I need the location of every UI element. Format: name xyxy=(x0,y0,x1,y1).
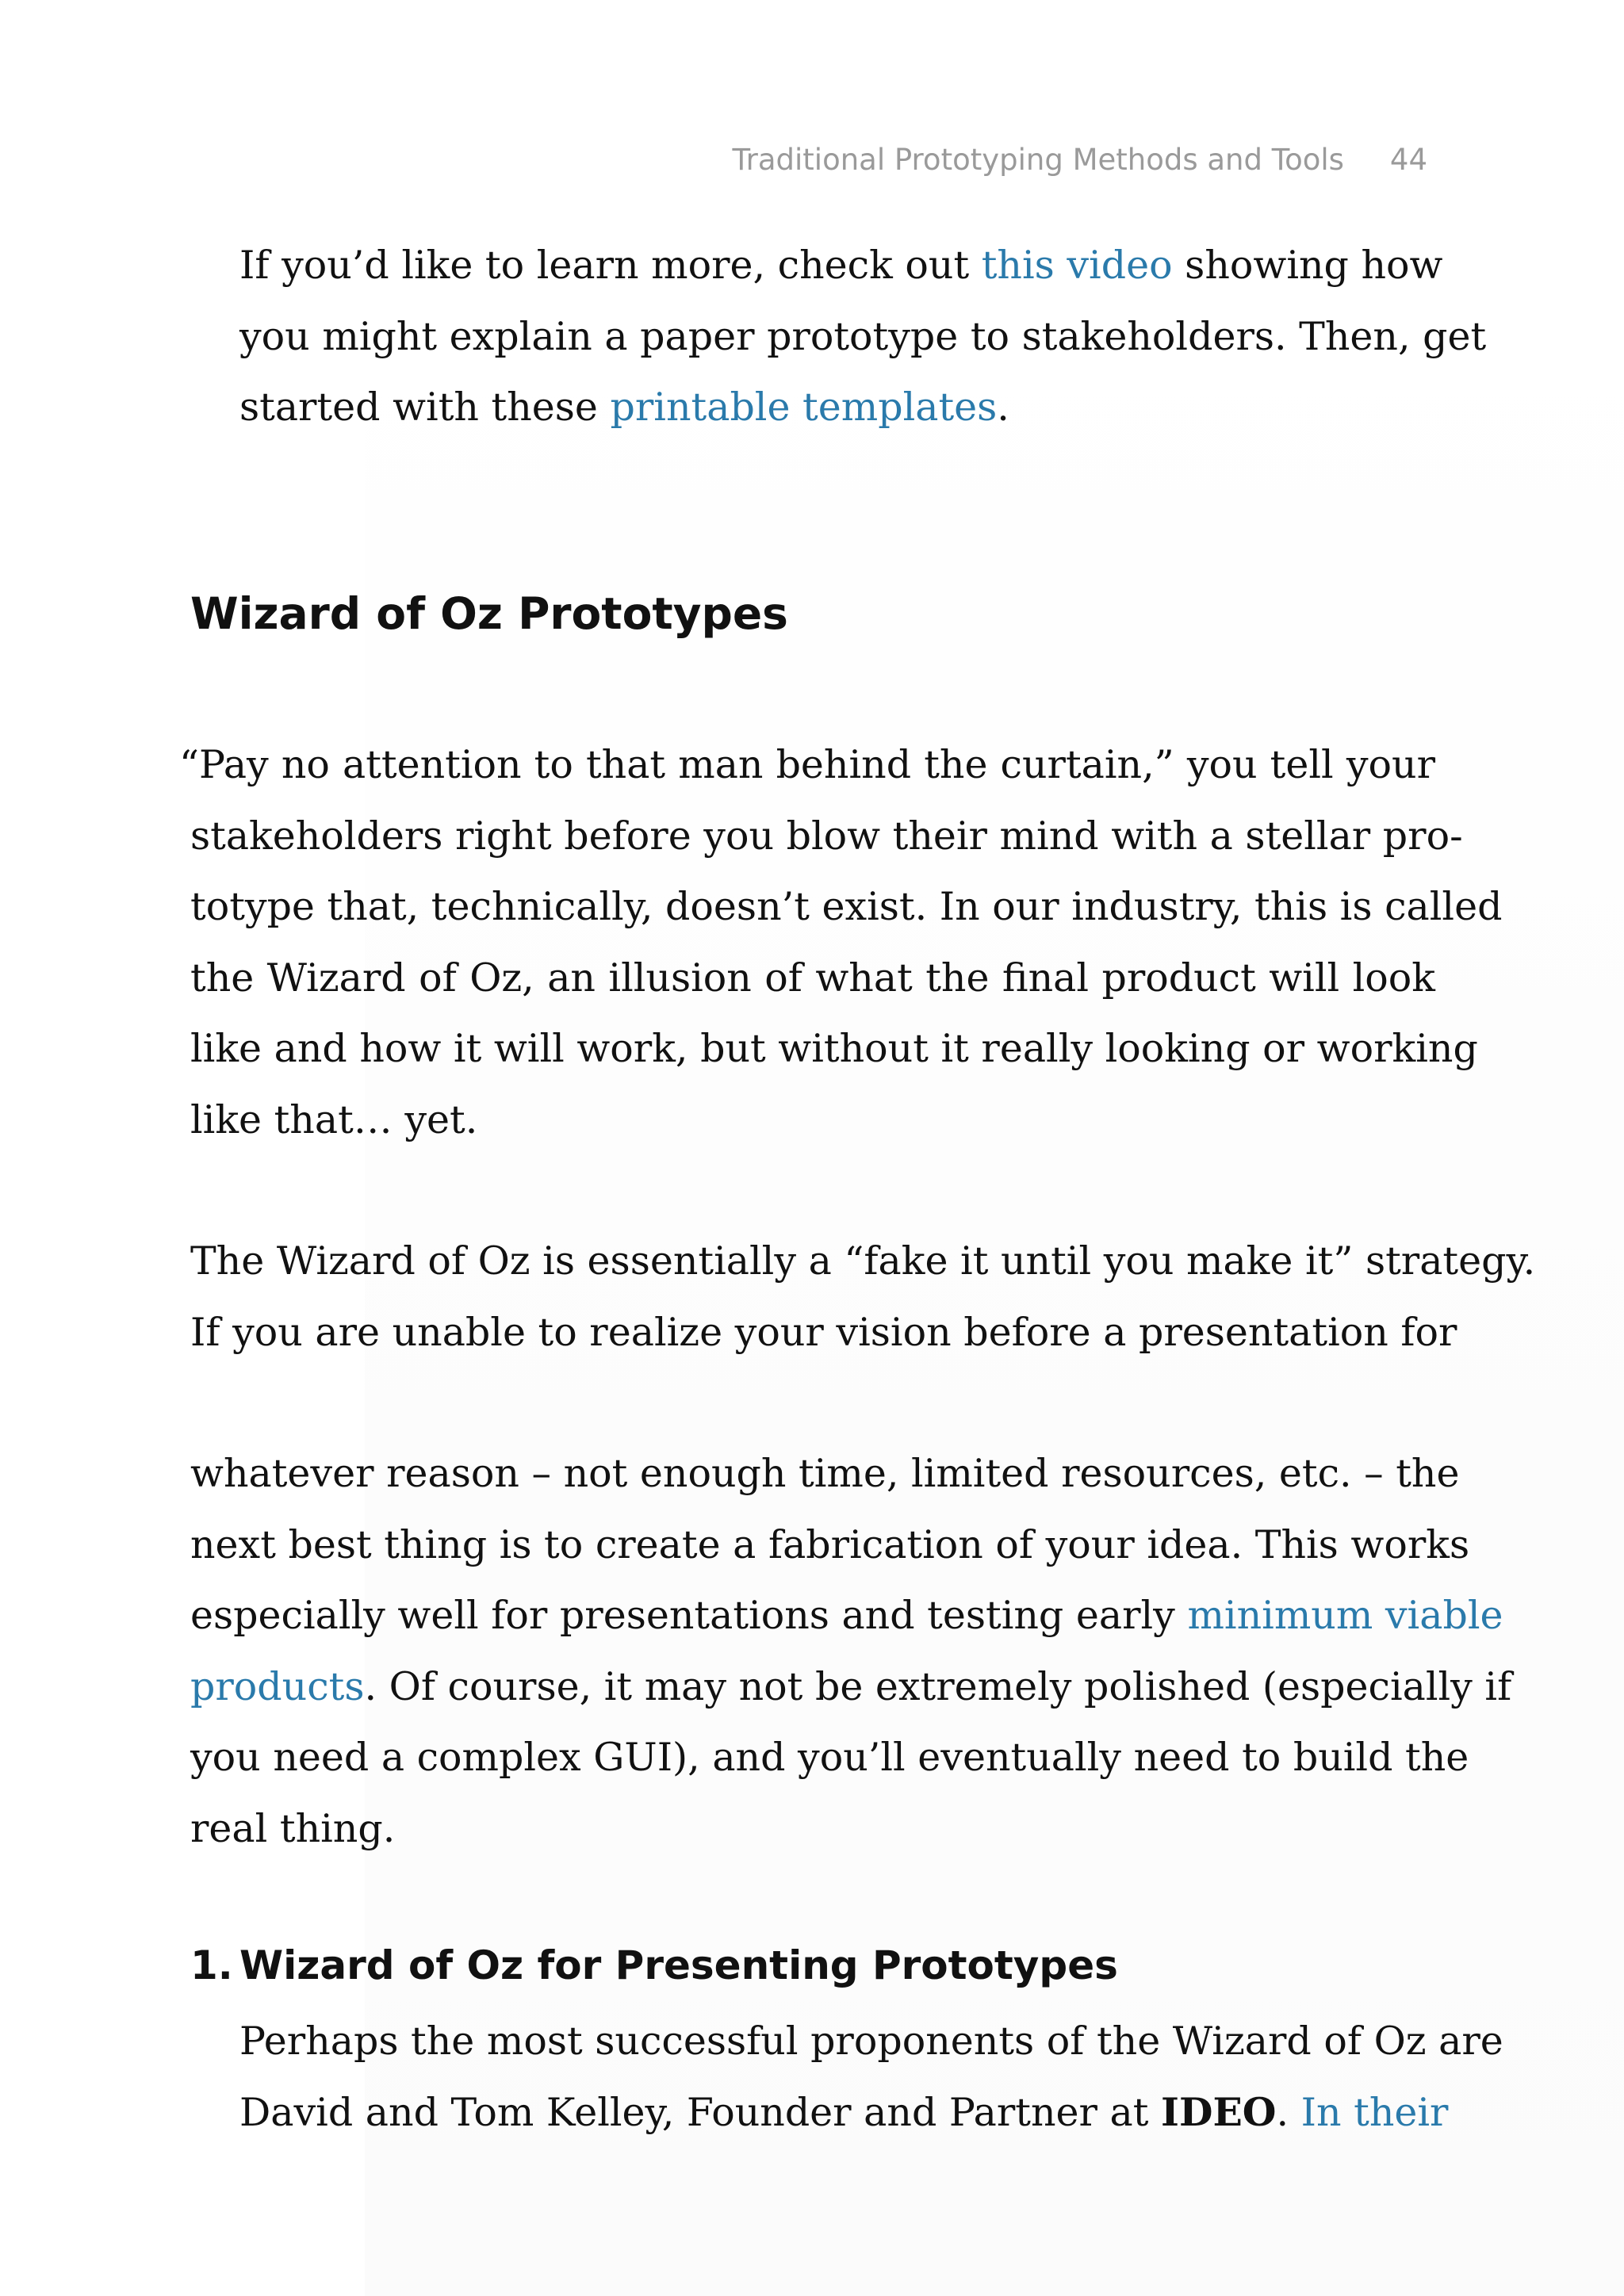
intro-line-3: started with these printable templates. xyxy=(239,385,1009,430)
in-their-link[interactable]: In their xyxy=(1300,2089,1449,2135)
paragraph-fake-it xyxy=(190,1226,1536,1368)
paragraph-line: Perhaps the most successful proponents of the Wizard of Oz are xyxy=(239,2019,1503,2064)
paragraph-line: you need a complex GUI), and you’ll eventually need to build the xyxy=(190,1735,1469,1780)
mvp-link-part-1[interactable]: minimum viable xyxy=(1187,1593,1503,1638)
list-item-title: Wizard of Oz for Presenting Prototypes xyxy=(239,1942,1118,1988)
printable-templates-link[interactable]: printable templates xyxy=(610,385,998,430)
list-item-body xyxy=(239,2006,1503,2148)
list-number: 1. xyxy=(190,1942,233,1988)
intro-line-1: If you’d like to learn more, check out this video showing how xyxy=(239,243,1443,288)
paragraph-line: real thing. xyxy=(190,1805,396,1851)
running-header xyxy=(732,143,1427,177)
intro-paragraph xyxy=(239,230,1487,443)
paragraph-line: products. Of course, it may not be extremely polished (especially if xyxy=(190,1663,1512,1709)
paragraph-intro-wizard xyxy=(179,729,1503,1155)
this-video-link[interactable]: this video xyxy=(981,243,1173,288)
paragraph-line: David and Tom Kelley, Founder and Partner at IDEO. In their xyxy=(239,2088,1449,2135)
chapter-title: Traditional Prototyping Methods and Tools xyxy=(732,143,1344,177)
page-number: 44 xyxy=(1389,143,1427,177)
intro-line-2: you might explain a paper prototype to stakeholders. Then, get xyxy=(239,313,1487,359)
ideo-bold: IDEO xyxy=(1161,2088,1277,2135)
paragraph-line: The Wizard of Oz is essentially a “fake it until you make it” strategy. xyxy=(190,1238,1536,1284)
paragraph-line: especially well for presentations and testing early minimum viable xyxy=(190,1593,1503,1638)
paragraph-line: next best thing is to create a fabrication of your idea. This works xyxy=(190,1521,1470,1567)
mvp-link-part-2[interactable]: products xyxy=(190,1663,365,1709)
paragraph-line: like that… yet. xyxy=(190,1096,478,1142)
paragraph-line: like and how it will work, but without it really looking or working xyxy=(190,1026,1478,1071)
paragraph-line: whatever reason – not enough time, limited resources, etc. – the xyxy=(190,1451,1460,1496)
list-item-heading xyxy=(190,1942,1118,1988)
paragraph-line: “Pay no attention to that man behind the curtain,” you tell your xyxy=(179,742,1435,787)
section-heading: Wizard of Oz Prototypes xyxy=(190,588,788,639)
paragraph-line: the Wizard of Oz, an illusion of what the final product will look xyxy=(190,955,1435,1001)
paragraph-line: stakeholders right before you blow their mind with a stellar pro- xyxy=(190,813,1463,859)
paragraph-line: totype that, technically, doesn’t exist. In our industry, this is called xyxy=(190,884,1503,929)
paragraph-line: If you are unable to realize your vision before a presentation for xyxy=(190,1309,1457,1355)
paragraph-next-best-thing xyxy=(190,1438,1512,1864)
